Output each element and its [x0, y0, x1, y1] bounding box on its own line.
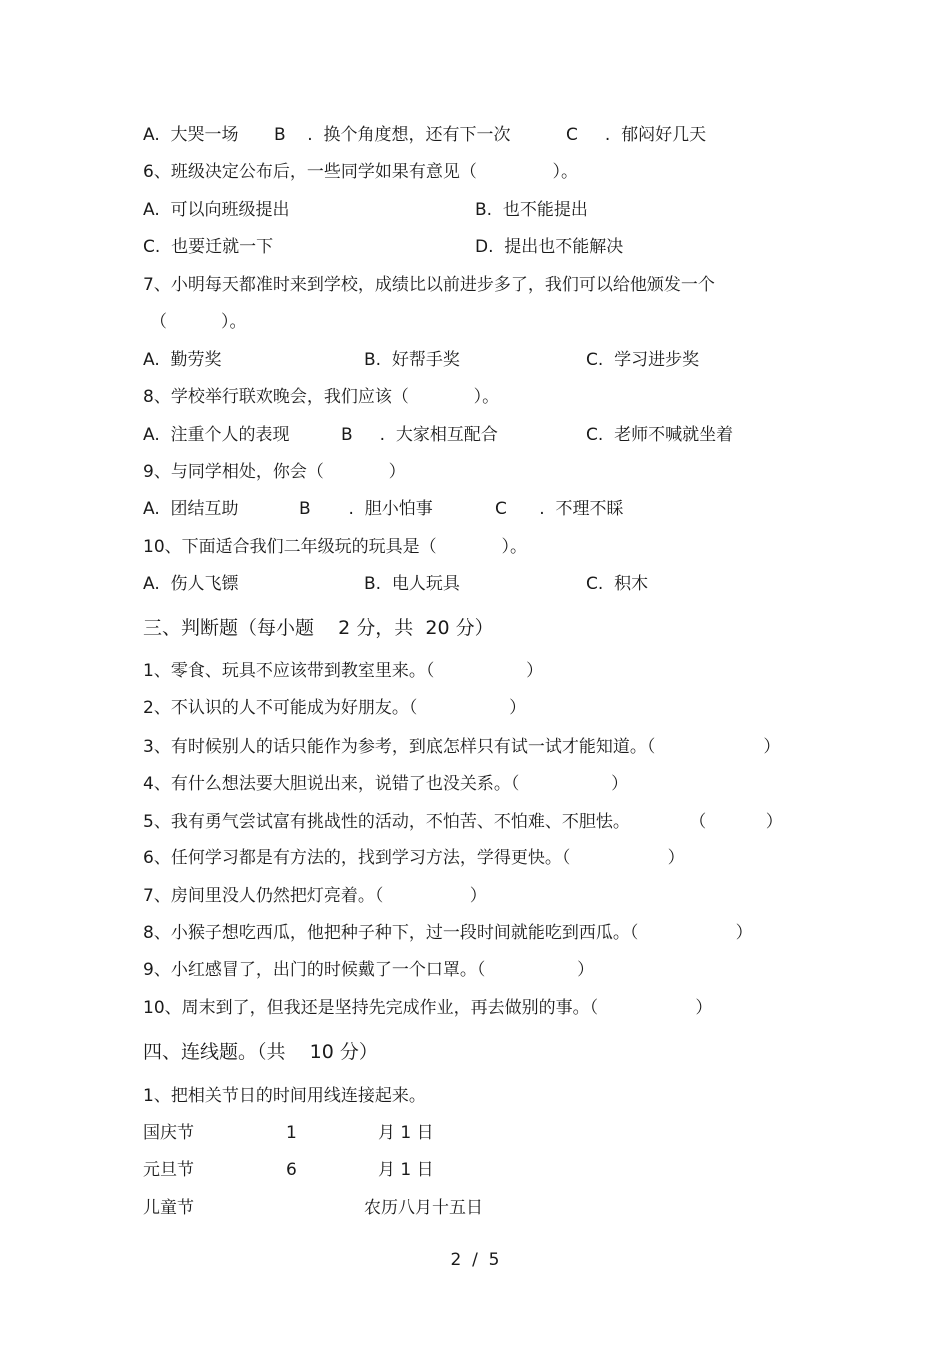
date-label-3: 农历八月十五日 [364, 1198, 483, 1218]
q9-option-a: A. 团结互助 [143, 499, 239, 519]
month-number-2: 6 [286, 1160, 297, 1180]
judgement-item-7: 7、房间里没人仍然把灯亮着。（ ） [143, 886, 487, 906]
judgement-item-9: 9、小红感冒了，出门的时候戴了一个口罩。（ ） [143, 960, 595, 980]
question-6-stem: 6、班级决定公布后，一些同学如果有意见（ ）。 [143, 162, 578, 182]
q8-option-b: B . 大家相互配合 [341, 425, 498, 445]
section-3-heading: 三、判断题（每小题 2 分，共 20 分） [143, 617, 494, 639]
q6-option-a: A. 可以向班级提出 [143, 200, 290, 220]
option-a: A. 大哭一场 [143, 125, 239, 145]
judgement-item-6: 6、任何学习都是有方法的，找到学习方法，学得更快。（ ） [143, 848, 685, 868]
q6-option-d: D. 提出也不能解决 [475, 237, 624, 257]
date-label-1: 月 1 日 [378, 1123, 434, 1143]
month-number-1: 1 [286, 1123, 297, 1143]
option-b: B . 换个角度想，还有下一次 [274, 125, 511, 145]
q10-option-b: B. 电人玩具 [364, 574, 460, 594]
question-10-stem: 10、下面适合我们二年级玩的玩具是（ ）。 [143, 537, 527, 557]
section-4-heading: 四、连线题。（共 10 分） [143, 1041, 378, 1063]
judgement-item-5: 5、我有勇气尝试富有挑战性的活动，不怕苦、不怕难、不胆怯。 （ ） [143, 812, 783, 832]
judgement-item-1: 1、零食、玩具不应该带到教室里来。（ ） [143, 661, 544, 681]
q10-option-c: C. 积木 [586, 574, 649, 594]
question-7-stem-cont: （ ）。 [150, 312, 247, 332]
judgement-item-4: 4、有什么想法要大胆说出来，说错了也没关系。（ ） [143, 774, 629, 794]
option-c: C . 郁闷好几天 [566, 125, 707, 145]
matching-question-1: 1、把相关节日的时间用线连接起来。 [143, 1086, 426, 1106]
q8-option-a: A. 注重个人的表现 [143, 425, 290, 445]
festival-childrens-day: 儿童节 [143, 1198, 194, 1218]
date-label-2: 月 1 日 [378, 1160, 434, 1180]
festival-national-day: 国庆节 [143, 1123, 194, 1143]
q7-option-a: A. 勤劳奖 [143, 350, 222, 370]
question-9-stem: 9、与同学相处，你会（ ） [143, 462, 406, 482]
q7-option-b: B. 好帮手奖 [364, 350, 460, 370]
judgement-item-3: 3、有时候别人的话只能作为参考，到底怎样只有试一试才能知道。（ ） [143, 737, 781, 757]
q8-option-c: C. 老师不喊就坐着 [586, 425, 734, 445]
question-8-stem: 8、学校举行联欢晚会，我们应该（ ）。 [143, 387, 500, 407]
festival-new-year: 元旦节 [143, 1160, 194, 1180]
q6-option-c: C. 也要迁就一下 [143, 237, 274, 257]
q9-option-c: C . 不理不睬 [495, 499, 624, 519]
q7-option-c: C. 学习进步奖 [586, 350, 700, 370]
judgement-item-10: 10、周末到了，但我还是坚持先完成作业，再去做别的事。（ ） [143, 998, 713, 1018]
judgement-item-8: 8、小猴子想吃西瓜，他把种子种下，过一段时间就能吃到西瓜。（ ） [143, 923, 753, 943]
question-7-stem: 7、小明每天都准时来到学校，成绩比以前进步多了，我们可以给他颁发一个 [143, 275, 715, 295]
q9-option-b: B . 胆小怕事 [299, 499, 433, 519]
q6-option-b: B. 也不能提出 [475, 200, 588, 220]
page-number: 2 / 5 [450, 1250, 500, 1270]
judgement-item-2: 2、不认识的人不可能成为好朋友。（ ） [143, 698, 527, 718]
q10-option-a: A. 伤人飞镖 [143, 574, 239, 594]
